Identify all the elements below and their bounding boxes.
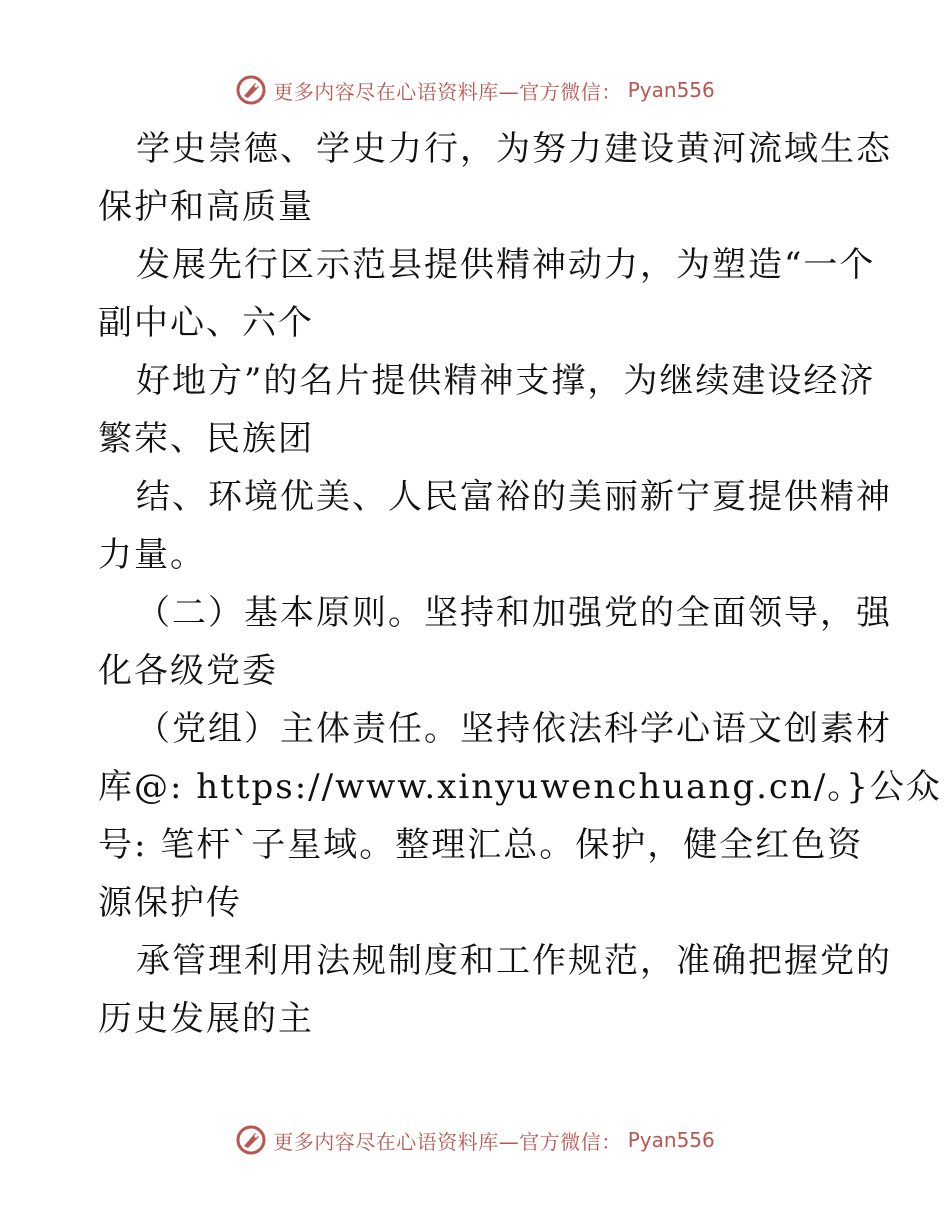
text-line: 保护和高质量 <box>98 187 314 227</box>
text-line: 繁荣、民族团 <box>98 419 314 459</box>
text-line: 承管理利用法规制度和工作规范，准确把握党的 <box>136 941 892 981</box>
watermark-text: 更多内容尽在心语资料库—官方微信： <box>273 79 622 104</box>
text-line: 好地方”的名片提供精神支撑，为继续建设经济 <box>136 361 876 401</box>
text-line: 源保护传 <box>98 883 242 923</box>
document-body <box>98 120 942 1048</box>
text-line: 结、环境优美、人民富裕的美丽新宁夏提供精神 <box>136 477 892 517</box>
text-line: （二）基本原则。坚持和加强党的全面领导，强 <box>136 593 892 633</box>
text-line: 发展先行区示范县提供精神动力，为塑造“一个 <box>136 245 876 285</box>
text-line: 库@: https://www.xinyuwenchuang.cn/。}公众 <box>98 767 942 807</box>
text-line: （党组）主体责任。坚持依法科学心语文创素材 <box>136 709 892 749</box>
text-line: 力量。 <box>98 535 206 575</box>
text-line: 化各级党委 <box>98 651 278 691</box>
watermark-wechat-id: Pyan556 <box>627 1128 715 1152</box>
pen-nib-circle-icon <box>235 1124 267 1156</box>
text-line: 历史发展的主 <box>98 999 314 1039</box>
text-line: 学史崇德、学史力行，为努力建设黄河流域生态 <box>136 129 892 169</box>
watermark-wechat-id: Pyan556 <box>627 78 715 102</box>
watermark-text: 更多内容尽在心语资料库—官方微信： <box>273 1129 622 1154</box>
text-line: 副中心、六个 <box>98 303 314 343</box>
header-watermark <box>0 70 950 110</box>
text-line: 号: 笔杆`子星域。整理汇总。保护，健全红色资 <box>98 825 864 865</box>
pen-nib-circle-icon <box>235 74 267 106</box>
footer-watermark <box>0 1120 950 1160</box>
